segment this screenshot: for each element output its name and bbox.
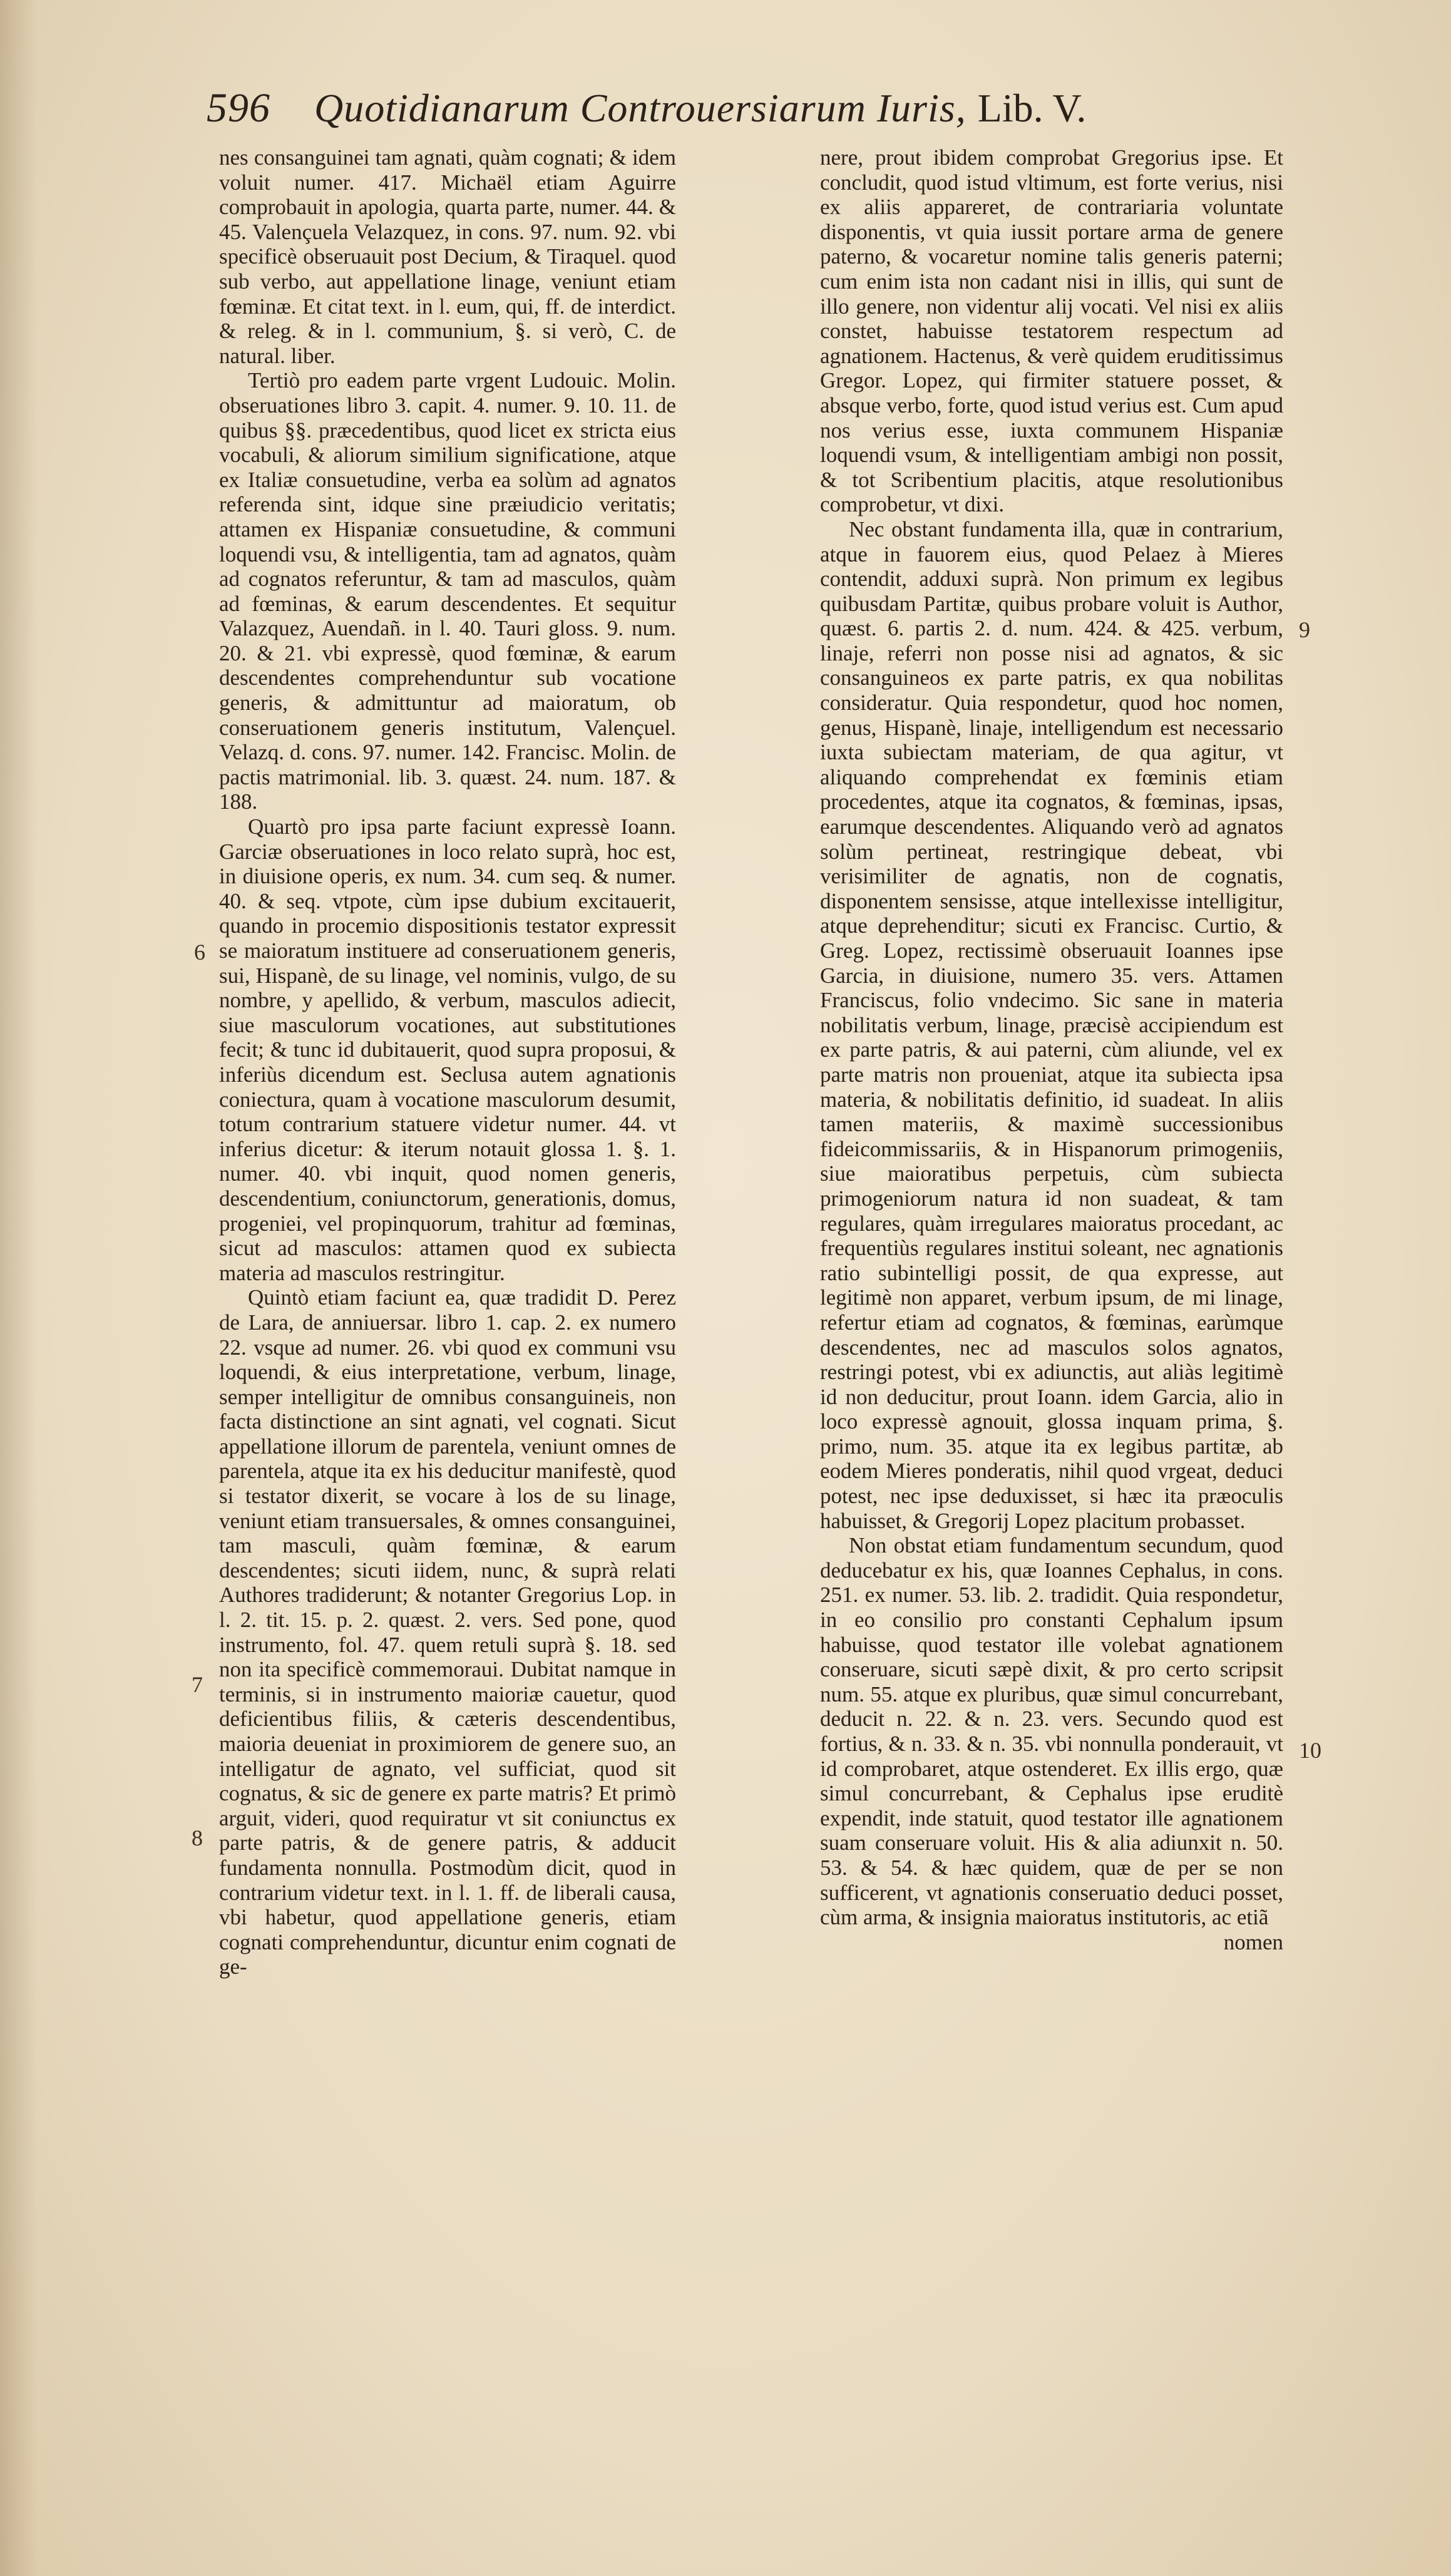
paragraph: Quintò etiam faciunt ea, quæ tradidit D. Perez de Lara, de anniuersar. libro 1. cap. 2. ex numero 22. vsque ad numer. 26. vbi quod ex communi vsu loquendi, & eius interpretatione, verbum, linage, semper intelligitur de omnibus consanguineis, non facta distinctione an sint agnati, vel cognati. Sicut appellatione illorum de parentela, veniunt omnes de parentela, atque ita ex his deducitur manifestè, quod si testator dixerit, se vocare à los de su linage, veniunt etiam transuersales, & omnes consanguinei, tam masculi, quàm fœminæ, & earum descendentes; sicuti iidem, nunc, & suprà relati Authores tradiderunt; & notanter Gregorius Lop. in l. 2. tit. 15. p. 2. quæst. 2. vers. Sed pone, quod instrumento, fol. 47. quem retuli suprà §. 18. sed non ita specificè commemoraui. Dubitat namque in terminis, si in instrumento maioriæ cauetur, quod deficientibus filiis, & cæteris descendentibus, maioria deueniat in proximiorem de genere suo, an intelligatur de agnato, vel sufficiat, quod sit cognatus, & sic de genere ex parte matris? Et primò arguit, videri, quod requiratur vt sit coniunctus ex parte patris, & de genere patris, & adducit fundamenta nonnulla. Postmodùm dicit, quod in contrarium videtur text. in l. 1. ff. de liberali causa, vbi habetur, quod appellatione generis, etiam cognati comprehenduntur, dicuntur enim cognati de ge- [219,1285,676,1979]
margin-number: 9 [1299,617,1310,642]
paragraph: nere, prout ibidem comprobat Gregorius ipse. Et concludit, quod istud vltimum, est forte verius, nisi ex aliis appareret, de contrariaria voluntate disponentis, vt quia iussit portare arma de genere paterno, & vocaretur nomine talis generis paterni; cum enim ista non cadant nisi in illis, qui sunt de illo genere, non videntur alij vocati. Vel nisi ex aliis constet, habuisse testatorem respectum ad agnationem. Hactenus, & verè quidem eruditissimus Gregor. Lopez, qui firmiter statuere posset, & absque verbo, forte, quod istud verius est. Cum apud nos verius esse, iuxta communem Hispaniæ loquendi vsum, & intelligentiam ambigi non possit, & tot Scribentium placitis, atque resolutionibus comprobetur, vt dixi. [820,145,1283,517]
running-title: Quotidianarum Controuersiarum Iuris, [314,86,966,130]
book-label: Lib. V. [977,86,1087,130]
page-fold-shadow [0,0,38,2576]
catchword: nomen [1223,1929,1283,1954]
paragraph: Quartò pro ipsa parte faciunt expressè Ioann. Garciæ obseruationes in loco relato suprà, hoc est, in diuisione operis, ex num. 34. cum seq. & numer. 40. & seq. vtpote, cùm ipse dubium excitauerit, quando in procemio dispositionis testator expressit se maioratum instituere ad conseruationem generis, sui, Hispanè, de su linage, vel nominis, vulgo, de su nombre, y apellido, & verbum, masculos adiecit, siue masculorum vocationes, aut substitutiones fecit; & tunc id dubitauerit, quod supra proposui, & inferiùs dicendum est. Seclusa autem agnationis coniectura, quam à vocatione masculorum desumit, totum contrarium statuere videtur numer. 44. vt inferius dicetur: & iterum notauit glossa 1. §. 1. numer. 40. vbi inquit, quod nomen generis, descendentium, coniunctorum, generationis, domus, progeniei, vel propinquorum, trahitur ad fœminas, sicut ad masculos: attamen quod ex subiecta materia ad masculos restringitur. [219,814,676,1285]
margin-number: 10 [1299,1738,1321,1763]
right-column [820,145,1283,1954]
page-number: 596 [207,85,270,131]
paragraph: Nec obstant fundamenta illa, quæ in contrarium, atque in fauorem eius, quod Pelaez à Mieres contendit, adduxi suprà. Non primum ex legibus quibusdam Partitæ, quibus probare voluit is Author, quæst. 6. partis 2. d. num. 424. & 425. verbum, linaje, referri non posse nisi ad agnatos, & sic consanguineos ex parte patris, ex qua nobilitas consideratur. Quia respondetur, quod hoc nomen, genus, Hispanè, linaje, intelligendum est necessario iuxta subiectam materiam, de qua agitur, vt aliquando comprehendat ex fœminis etiam procedentes, atque ita cognatos, & fœminas, ipsas, earumque descendentes. Aliquando verò ad agnatos solùm pertineat, restringique debeat, vbi verisimiliter de agnatis, non de cognatis, disponentem sensisse, atque intellexisse intelligitur, atque deprehenditur; sicuti ex Francisc. Curtio, & Greg. Lopez, rectissimè obseruauit Ioannes ipse Garcia, in diuisione, numero 35. vers. Attamen Franciscus, folio vndecimo. Sic sane in materia nobilitatis verbum, linage, præcisè accipiendum est ex parte patris, & aui paterni, cùm aliunde, vel ex parte matris non proueniat, atque ita subiecta ipsa materia, & nobilitatis definitio, id suadeat. In aliis tamen materiis, & maximè successionibus fideicommissariis, & in Hispanorum primogeniis, siue maioratibus perpetuis, cùm subiecta primogeniorum natura id non suadeat, & tam regulares, quàm irregulares maioratus procedant, ac frequentiùs regulares institui soleant, nec agnationis ratio subintelligi possit, de qua expresse, aut legitimè non apparet, verbum ipsum, de mi linage, refertur etiam ad cognatos, & fœminas, earùmque descendentes, nec ad masculos solos agnatos, restringi potest, vbi ex adiunctis, aut aliàs legitimè id non deducitur, prout Ioann. idem Garcia, alio in loco expressè agnouit, glossa inquam prima, §. primo, num. 35. atque ita ex legibus partitæ, ab eodem Mieres ponderatis, nihil quod vrgeat, deduci potest, nec ipse deduxisset, si hæc ita præoculis habuisset, & Gregorij Lopez placitum probasset. [820,516,1283,1533]
left-column [219,145,676,1979]
page-header [207,85,1189,141]
margin-number: 6 [194,940,205,965]
margin-number: 8 [192,1825,203,1850]
margin-number: 7 [192,1672,203,1697]
paragraph: nes consanguinei tam agnati, quàm cognati; & idem voluit numer. 417. Michaël etiam Aguirre comprobauit in apologia, quarta parte, numer. 44. & 45. Valençuela Velazquez, in cons. 97. num. 92. vbi specificè obseruauit post Decium, & Tiraquel. quod sub verbo, aut appellatione linage, veniunt etiam fœminæ. Et citat text. in l. eum, qui, ff. de interdict. & releg. & in l. communium, §. si verò, C. de natural. liber. [219,145,676,368]
paragraph: Non obstat etiam fundamentum secundum, quod deducebatur ex his, quæ Ioannes Cephalus, in cons. 251. ex numer. 53. lib. 2. tradidit. Quia respondetur, in eo consilio pro constanti Cephalum ipsum habuisse, quod testator ille volebat agnationem conseruare, sicuti sæpè dixit, & pro certo scripsit num. 55. atque ex pluribus, quæ simul concurrebant, deducit n. 22. & n. 23. vers. Secundo quod est fortius, & n. 33. & n. 35. vbi nonnulla ponderauit, vt id comprobaret, atque ostenderet. Ex illis ergo, quæ simul concurrebant, & Cephalus ipse eruditè expendit, inde statuit, quod testator ille agnationem suam conseruare voluit. His & alia adiunxit n. 50. 53. & 54. & hæc quidem, quæ de per se non sufficerent, vt agnationis conseruatio deduci posset, cùm arma, & insignia maioratus institutoris, ac etiã [820,1533,1283,1930]
paragraph: Tertiò pro eadem parte vrgent Ludouic. Molin. obseruationes libro 3. capit. 4. numer. 9. 10. 11. de quibus §§. præcedentibus, quod licet ex stricta eius vocabuli, & aliorum similium significatione, atque ex Italiæ consuetudine, verba ea solùm ad agnatos referenda sint, idque sine præiudicio veritatis; attamen ex Hispaniæ consuetudine, & communi loquendi vsu, & intelligentia, tam ad agnatos, quàm ad cognatos referuntur, & tam ad masculos, quàm ad fœminas, & earum descendentes. Et sequitur Valazquez, Auendañ. in l. 40. Tauri gloss. 9. num. 20. & 21. vbi expressè, quod fœminæ, & earum descendentes comprehenduntur sub vocatione generis, & admittuntur ad maioratum, ob conseruationem generis institutum, Valençuel. Velazq. d. cons. 97. numer. 142. Francisc. Molin. de pactis matrimonial. lib. 3. quæst. 24. num. 187. & 188. [219,368,676,814]
